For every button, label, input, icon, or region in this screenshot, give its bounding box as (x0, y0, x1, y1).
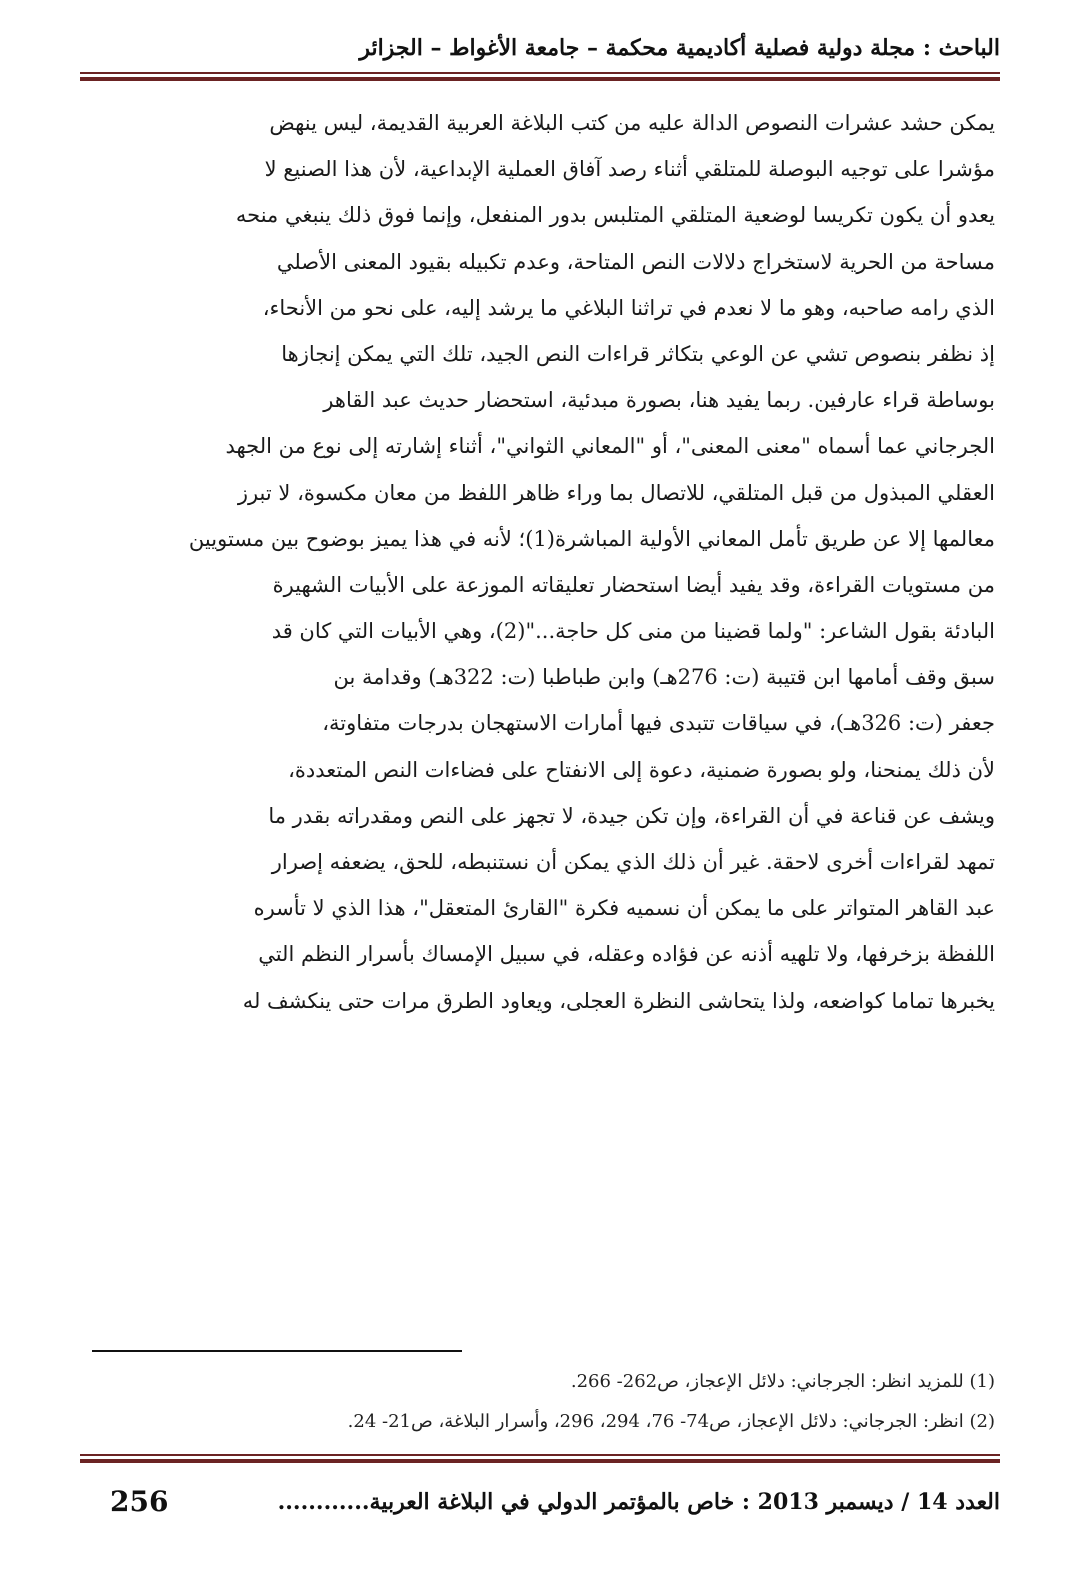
page-number: 256 (110, 1485, 169, 1518)
body-line: يمكن حشد عشرات النصوص الدالة عليه من كتب البلاغة العربية القديمة، ليس ينهض (269, 111, 995, 135)
footnote-separator (92, 1350, 462, 1352)
body-line: معالمها إلا عن طريق تأمل المعاني الأولية المباشرة(1)؛ لأنه في هذا يميز بوضوح بين مستويين (188, 526, 995, 551)
body-line: بوساطة قراء عارفين. ربما يفيد هنا، بصورة مبدئية، استحضار حديث عبد القاهر (323, 388, 995, 413)
body-line: الجرجاني عما أسماه "معنى المعنى"، أو "المعاني الثواني"، أثناء إشارته إلى نوع من الجهد (225, 434, 995, 459)
body-line: يخبرها تماما كواضعه، ولذا يتحاشى النظرة العجلى، ويعاود الطرق مرات حتى ينكشف له (242, 988, 995, 1013)
body-line: عبد القاهر المتواتر على ما يمكن أن نسميه فكرة "القارئ المتعقل"، هذا الذي لا تأسره (253, 896, 995, 921)
body-line: من مستويات القراءة، وقد يفيد أيضا استحضار تعليقاته الموزعة على الأبيات الشهيرة (272, 572, 995, 597)
footer-rule-thin (80, 1454, 1000, 1456)
body-line: سبق وقف أمامها ابن قتيبة (ت: 276هـ) وابن طباطبا (ت: 322هـ) وقدامة بن (333, 665, 995, 690)
body-line: مؤشرا على توجيه البوصلة للمتلقي أثناء رصد آفاق العملية الإبداعية، لأن هذا الصنيع لا (264, 157, 995, 182)
body-line: البادئة بقول الشاعر: "ولما قضينا من منى كل حاجة..."(2)، وهي الأبيات التي كان قد (271, 619, 995, 644)
header-rule-thick (80, 77, 1000, 81)
body-line: لأن ذلك يمنحنا، ولو بصورة ضمنية، دعوة إلى الانفتاح على فضاءات النص المتعددة، (288, 757, 995, 782)
footer-issue-text: العدد 14 / ديسمبر 2013 : خاص بالمؤتمر الدولي في البلاغة العربية............ (277, 1489, 1000, 1515)
page-footer (80, 1478, 1000, 1526)
body-line: يعدو أن يكون تكريسا لوضعية المتلقي المتلبس بدور المنفعل، وإنما فوق ذلك ينبغي منحه (235, 203, 995, 228)
footnote-1: (1) للمزيد انظر: الجرجاني: دلائل الإعجاز، ص262- 266. (570, 1371, 995, 1392)
body-line: إذ نظفر بنصوص تشي عن الوعي بتكاثر قراءات النص الجيد، تلك التي يمكن إنجازها (281, 341, 995, 366)
body-line: اللفظة بزخرفها، ولا تلهيه أذنه عن فؤاده وعقله، في سبيل الإمساك بأسرار النظم التي (258, 942, 995, 967)
footnote-2: (2) انظر: الجرجاني: دلائل الإعجاز، ص74- 76، 294، 296، وأسرار البلاغة، ص21- 24. (347, 1411, 995, 1432)
body-text (90, 100, 995, 1290)
body-line: العقلي المبذول من قبل المتلقي، للاتصال بما وراء ظاهر اللفظ من معان مكسوة، لا تبرز (237, 480, 995, 505)
footer-rule-thick (80, 1459, 1000, 1463)
body-line: جعفر (ت: 326هـ)، في سياقات تتبدى فيها أمارات الاستهجان بدرجات متفاوتة، (322, 711, 995, 736)
body-line: ويشف عن قناعة في أن القراءة، وإن تكن جيدة، لا تجهز على النص ومقدراته بقدر ما (268, 803, 995, 828)
header-rule-thin (80, 72, 1000, 74)
body-line: الذي رامه صاحبه، وهو ما لا نعدم في تراثنا البلاغي ما يرشد إليه، على نحو من الأنحاء، (262, 295, 995, 320)
body-line: تمهد لقراءات أخرى لاحقة. غير أن ذلك الذي يمكن أن نستنبطه، للحق، يضعفه إصرار (271, 850, 995, 874)
page-header: الباحث : مجلة دولية فصلية أكاديمية محكمة – جامعة الأغواط – الجزائر (359, 35, 1000, 61)
footnotes (90, 1362, 995, 1442)
body-line: مساحة من الحرية لاستخراج دلالات النص المتاحة، وعدم تكبيله بقيود المعنى الأصلي (276, 249, 995, 274)
